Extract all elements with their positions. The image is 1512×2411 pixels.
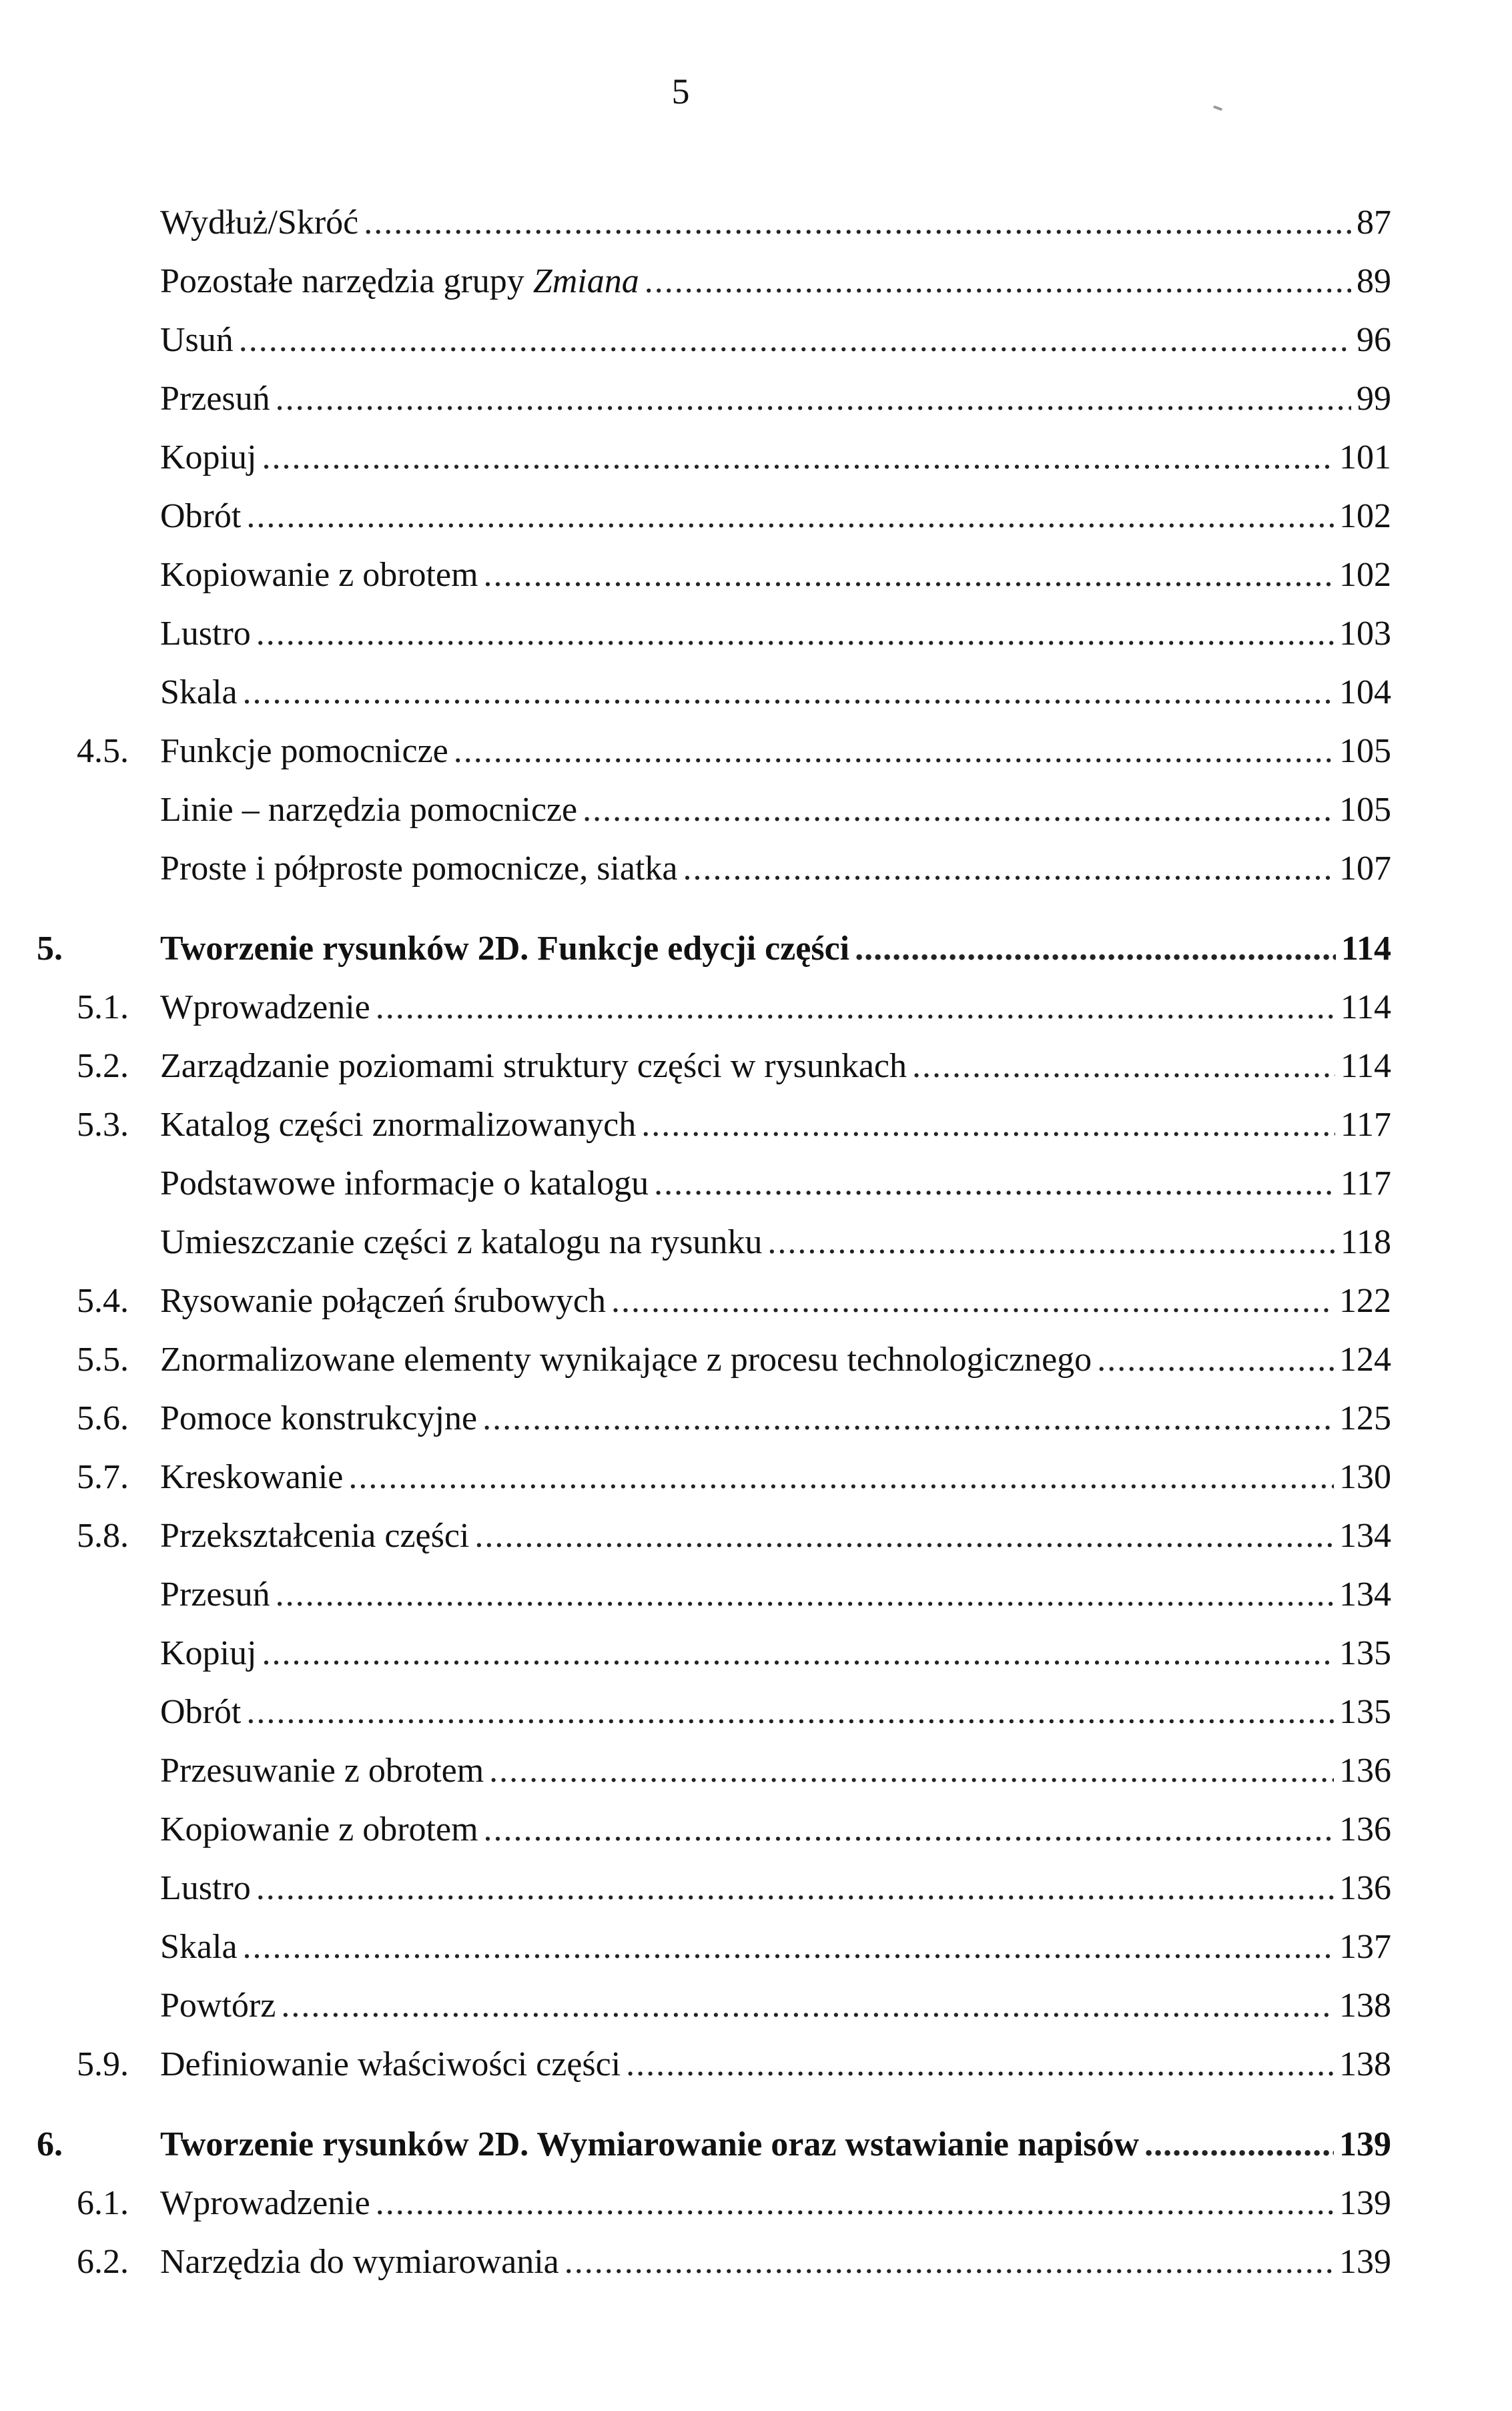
dot-leader [246, 1683, 1334, 1742]
dot-leader [855, 920, 1336, 978]
toc-entry-page: 136 [1339, 1752, 1391, 1790]
toc-entry-title: Tworzenie rysunków 2D. Wymiarowanie oraz wstawianie napisów [160, 2125, 1140, 2163]
toc-entry [37, 839, 1391, 898]
dot-leader [281, 1977, 1334, 2035]
toc-entry-page: 135 [1339, 1634, 1391, 1672]
toc-entry-number: 5.5. [77, 1341, 129, 1379]
dot-leader [654, 1154, 1335, 1213]
dot-leader [767, 1213, 1335, 1272]
toc-entry-page: 114 [1340, 988, 1391, 1026]
toc-entry [37, 1272, 1391, 1331]
toc-entry-title: Pomoce konstrukcyjne [160, 1399, 478, 1437]
toc-entry [37, 1389, 1391, 1448]
toc-entry [37, 1742, 1391, 1800]
dot-leader [645, 252, 1351, 311]
toc-entry-page: 137 [1339, 1928, 1391, 1966]
toc-entry-page: 136 [1339, 1810, 1391, 1848]
toc-entry [37, 1977, 1391, 2035]
toc-entry [37, 546, 1391, 605]
toc-entry-title: Narzędzia do wymiarowania [160, 2243, 559, 2281]
toc-entry-page: 114 [1340, 1047, 1391, 1085]
toc-entry [37, 1154, 1391, 1213]
toc-entry-title: Katalog części znormalizowanych [160, 1106, 637, 1144]
toc-entry-page: 139 [1339, 2243, 1391, 2281]
toc-entry-title: Linie – narzędzia pomocnicze [160, 791, 578, 829]
dot-leader [626, 2035, 1334, 2094]
dot-leader [376, 2174, 1334, 2233]
dot-leader [256, 1859, 1334, 1918]
toc-entry-title: Znormalizowane elementy wynikające z procesu technologicznego [160, 1341, 1092, 1379]
toc-entry-number: 6. [37, 2125, 63, 2163]
toc-entry-page: 122 [1339, 1282, 1391, 1320]
dot-leader [683, 839, 1334, 898]
toc-entry [37, 2174, 1391, 2233]
dot-leader [484, 1800, 1334, 1859]
toc-entry-page: 104 [1339, 673, 1391, 711]
toc-entry [37, 2233, 1391, 2292]
toc-entry-title: Wydłuż/Skróć [160, 204, 359, 242]
toc-entry-number: 5.6. [77, 1399, 129, 1437]
toc-entry [37, 2115, 1391, 2174]
toc-entry [37, 2035, 1391, 2094]
toc-entry-title: Kopiowanie z obrotem [160, 556, 478, 594]
toc-entry-page: 107 [1339, 849, 1391, 888]
dot-leader [1144, 2115, 1334, 2174]
toc-entry-number: 5.1. [77, 988, 129, 1026]
toc-entry-page: 114 [1341, 930, 1391, 968]
toc-entry-page: 136 [1339, 1869, 1391, 1907]
dot-leader [276, 1566, 1334, 1624]
dot-leader [611, 1272, 1334, 1331]
toc-entry [37, 663, 1391, 722]
toc-entry-title: Skala [160, 673, 238, 711]
toc-entry-number: 5.3. [77, 1106, 129, 1144]
toc-entry-title-part: Pozostałe narzędzia grupy [160, 262, 533, 300]
dot-leader [474, 1507, 1334, 1566]
toc-entry-title: Lustro [160, 615, 251, 653]
toc-entry-page: 135 [1339, 1693, 1391, 1731]
toc-entry [37, 1448, 1391, 1507]
toc-entry-title: Obrót [160, 497, 242, 535]
toc-entry-title: Przesuń [160, 1576, 270, 1614]
dot-leader [256, 605, 1334, 663]
toc-entry-page: 138 [1339, 1987, 1391, 2025]
toc-entry [37, 1566, 1391, 1624]
page-number: 5 [671, 71, 690, 111]
toc-entry [37, 1507, 1391, 1566]
dot-leader [243, 1918, 1334, 1977]
toc-entry-title: Wprowadzenie [160, 988, 370, 1026]
toc-entry-page: 105 [1339, 732, 1391, 770]
toc-entry-title [160, 252, 639, 311]
toc-entry [37, 1213, 1391, 1272]
toc-entry-number: 5. [37, 930, 63, 968]
toc-entry-title: Podstawowe informacje o katalogu [160, 1164, 649, 1202]
toc-entry-number: 4.5. [77, 732, 129, 770]
toc-entry [37, 781, 1391, 839]
dot-leader [364, 194, 1351, 252]
toc-entry-page: 96 [1357, 321, 1391, 359]
toc-entry-title: Zarządzanie poziomami struktury części w rysunkach [160, 1047, 907, 1085]
toc-entry-page: 105 [1339, 791, 1391, 829]
toc-entry-title: Powtórz [160, 1987, 276, 2025]
toc-entry-number: 5.7. [77, 1458, 129, 1496]
dot-leader [482, 1389, 1334, 1448]
toc-entry-number: 6.1. [77, 2184, 129, 2222]
dot-leader [484, 546, 1334, 605]
toc-entry [37, 1624, 1391, 1683]
toc-entry-title: Kopiuj [160, 438, 257, 476]
toc-entry-title: Funkcje pomocnicze [160, 732, 448, 770]
toc-entry-title-italic: Zmiana [532, 262, 639, 300]
toc-entry-title: Umieszczanie części z katalogu na rysunku [160, 1223, 763, 1261]
toc-entry [37, 370, 1391, 428]
toc-entry-page: 101 [1339, 438, 1391, 476]
dot-leader [348, 1448, 1334, 1507]
toc-entry-title: Wprowadzenie [160, 2184, 370, 2222]
dot-leader [641, 1096, 1335, 1154]
toc-entry [37, 1800, 1391, 1859]
toc-entry-page: 139 [1339, 2184, 1391, 2222]
toc-entry-title: Przekształcenia części [160, 1517, 470, 1555]
toc-entry-title: Przesuń [160, 380, 270, 418]
toc-entry-page: 138 [1339, 2045, 1391, 2083]
toc-entry [37, 920, 1391, 978]
toc-entry-page: 134 [1339, 1576, 1391, 1614]
toc-entry-title: Kreskowanie [160, 1458, 344, 1496]
toc-entry-title: Przesuwanie z obrotem [160, 1752, 484, 1790]
toc-entry [37, 978, 1391, 1037]
toc-entry [37, 605, 1391, 663]
toc-entry-page: 118 [1340, 1223, 1391, 1261]
toc-entry-page: 102 [1339, 556, 1391, 594]
toc-entry-page: 117 [1340, 1106, 1391, 1144]
dot-leader [239, 311, 1351, 370]
dot-leader [246, 487, 1334, 546]
dot-leader [454, 722, 1334, 781]
dot-leader [1097, 1331, 1334, 1389]
toc-entry-page: 87 [1357, 204, 1391, 242]
toc-entry-page: 125 [1339, 1399, 1391, 1437]
toc-entry-page: 103 [1339, 615, 1391, 653]
toc-entry-number: 5.2. [77, 1047, 129, 1085]
toc-entry-number: 5.8. [77, 1517, 129, 1555]
toc-entry [37, 1037, 1391, 1096]
toc-entry-title: Definiowanie właściwości części [160, 2045, 621, 2083]
toc-entry-title: Obrót [160, 1693, 242, 1731]
toc-entry [37, 311, 1391, 370]
toc-entry-page: 130 [1339, 1458, 1391, 1496]
dot-leader [243, 663, 1334, 722]
toc-entry-number: 6.2. [77, 2243, 129, 2281]
toc-entry [37, 1096, 1391, 1154]
toc-entry-page: 99 [1357, 380, 1391, 418]
toc-entry-title: Lustro [160, 1869, 251, 1907]
toc-entry [37, 1918, 1391, 1977]
toc-entry-page: 117 [1340, 1164, 1391, 1202]
dot-leader [583, 781, 1334, 839]
toc-entry [37, 487, 1391, 546]
toc-entry [37, 252, 1391, 311]
toc-entry-title: Usuń [160, 321, 234, 359]
dot-leader [276, 370, 1351, 428]
toc-entry [37, 1683, 1391, 1742]
dot-leader [262, 1624, 1334, 1683]
toc-entry-title: Kopiuj [160, 1634, 257, 1672]
dot-leader [564, 2233, 1334, 2292]
toc-entry-title: Rysowanie połączeń śrubowych [160, 1282, 606, 1320]
dot-leader [376, 978, 1335, 1037]
toc-entry [37, 1859, 1391, 1918]
toc-entry [37, 1331, 1391, 1389]
toc-entry-number: 5.4. [77, 1282, 129, 1320]
toc-entry-page: 102 [1339, 497, 1391, 535]
toc-entry [37, 194, 1391, 252]
dot-leader [912, 1037, 1335, 1096]
toc-entry [37, 722, 1391, 781]
toc-entry-number: 5.9. [77, 2045, 129, 2083]
toc-entry-page: 89 [1357, 262, 1391, 300]
toc-entry [37, 428, 1391, 487]
toc-entry-title: Proste i półproste pomocnicze, siatka [160, 849, 678, 888]
dot-leader [262, 428, 1334, 487]
toc-entry-page: 134 [1339, 1517, 1391, 1555]
toc-entry-page: 124 [1339, 1341, 1391, 1379]
dot-leader [489, 1742, 1334, 1800]
toc-entry-title: Tworzenie rysunków 2D. Funkcje edycji części [160, 930, 850, 968]
toc-entry-page: 139 [1339, 2125, 1391, 2163]
toc-entry-title: Kopiowanie z obrotem [160, 1810, 478, 1848]
toc-entry-title: Skala [160, 1928, 238, 1966]
